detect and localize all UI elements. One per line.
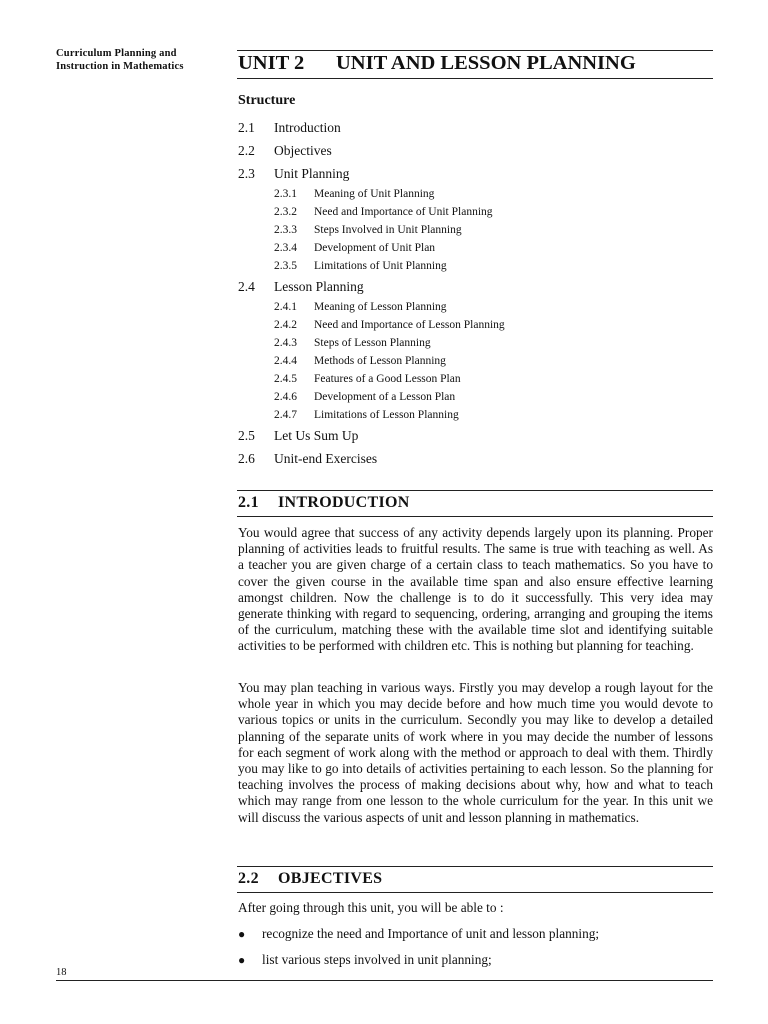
title-top-rule xyxy=(237,50,713,51)
toc-subitem-title: Development of a Lesson Plan xyxy=(314,391,456,403)
toc-subitem-title: Limitations of Lesson Planning xyxy=(314,409,459,421)
table-of-contents xyxy=(238,117,714,471)
objective-item xyxy=(238,952,713,968)
objective-item xyxy=(238,926,713,942)
toc-item-number: 2.5 xyxy=(238,428,255,443)
toc-subitem xyxy=(238,371,714,389)
toc-subitem-title: Meaning of Unit Planning xyxy=(314,188,435,200)
toc-item-title: Let Us Sum Up xyxy=(274,428,359,443)
toc-item-number: 2.4 xyxy=(238,279,255,294)
unit-number: UNIT 2 xyxy=(238,52,305,74)
toc-item-number: 2.1 xyxy=(238,120,255,135)
toc-item xyxy=(238,117,714,140)
page-number: 18 xyxy=(56,967,67,978)
toc-subitem xyxy=(238,353,714,371)
toc-subitem-title: Development of Unit Plan xyxy=(314,242,436,254)
toc-subitem-number: 2.3.1 xyxy=(274,188,297,200)
toc-item xyxy=(238,448,714,471)
objective-text: list various steps involved in unit planning; xyxy=(262,952,492,967)
unit-title xyxy=(238,52,636,75)
toc-item-title: Unit-end Exercises xyxy=(274,451,378,466)
toc-item-number: 2.6 xyxy=(238,451,255,466)
toc-subitem-number: 2.3.3 xyxy=(274,224,297,236)
toc-subitem xyxy=(238,317,714,335)
section-number: 2.1 xyxy=(238,494,259,511)
toc-subitem xyxy=(238,407,714,425)
toc-item xyxy=(238,140,714,163)
bullet-icon: ● xyxy=(238,953,246,967)
intro-paragraph-1: You would agree that success of any activity depends largely upon its planning. Proper planning of activities leads to fruitful results. The same is true with teaching as well. As a teacher you are given charge of a certain class to teach mathematics. So you have to cover the given course in the available time span and also ensure effective learning amongst children. Now the challenge is to do it successfully. This very idea may generate thinking with regard to sequencing, ordering, arranging and grouping the items of the curriculum, matching these with the available time slot and identifying suitable activities to be performed with children etc. This is nothing but planning for teaching. xyxy=(238,525,713,654)
toc-subitem xyxy=(238,258,714,276)
toc-subitem xyxy=(238,299,714,317)
toc-subitem-title: Need and Importance of Unit Planning xyxy=(314,206,493,218)
toc-subitem-number: 2.4.6 xyxy=(274,391,297,403)
book-title-line2: Instruction in Mathematics xyxy=(56,61,184,72)
running-header xyxy=(56,47,184,73)
toc-subitem-title: Need and Importance of Lesson Planning xyxy=(314,319,505,331)
toc-subitem xyxy=(238,240,714,258)
toc-subitem xyxy=(238,186,714,204)
toc-subitem-number: 2.4.2 xyxy=(274,319,297,331)
toc-subitem xyxy=(238,222,714,240)
bullet-icon: ● xyxy=(238,927,246,941)
toc-item xyxy=(238,163,714,186)
structure-heading: Structure xyxy=(238,93,296,108)
toc-subitem-number: 2.3.2 xyxy=(274,206,297,218)
toc-subitem xyxy=(238,389,714,407)
toc-subitem xyxy=(238,204,714,222)
toc-item-title: Lesson Planning xyxy=(274,279,364,294)
toc-item-title: Introduction xyxy=(274,120,341,135)
toc-subitem xyxy=(238,335,714,353)
intro-top-rule xyxy=(237,490,713,491)
toc-subitem-title: Methods of Lesson Planning xyxy=(314,355,446,367)
objectives-heading xyxy=(238,870,382,888)
title-bottom-rule xyxy=(237,78,713,79)
section-title: OBJECTIVES xyxy=(278,870,383,887)
toc-item-title: Unit Planning xyxy=(274,166,350,181)
toc-subitem-title: Limitations of Unit Planning xyxy=(314,260,447,272)
section-number: 2.2 xyxy=(238,870,259,887)
toc-item-title: Objectives xyxy=(274,143,332,158)
intro-paragraph-2: You may plan teaching in various ways. Firstly you may develop a rough layout for the whole year in which you may decide before and how much time you would devote to various topics or units in the curriculum. Secondly you may like to develop a detailed planning of the separate units of work where in you may decide the number of lessons for each segment of work along with the method or approach to deal with them. Thirdly you may like to go into details of activities pertaining to each lesson. So the planning for teaching involves the process of making decisions about why, how and what to teach which may range from one lesson to the whole curriculum for the year. In this unit we will discuss the various aspects of unit and lesson planning in mathematics. xyxy=(238,680,713,825)
toc-subitem-number: 2.4.5 xyxy=(274,373,297,385)
intro-bottom-rule xyxy=(237,516,713,517)
toc-subitem-number: 2.4.4 xyxy=(274,355,297,367)
toc-item-number: 2.2 xyxy=(238,143,255,158)
toc-subitem-number: 2.3.4 xyxy=(274,242,297,254)
toc-subitem-number: 2.4.3 xyxy=(274,337,297,349)
toc-subitem-title: Steps of Lesson Planning xyxy=(314,337,431,349)
introduction-heading xyxy=(238,494,410,512)
toc-subitem-number: 2.3.5 xyxy=(274,260,297,272)
toc-item xyxy=(238,276,714,299)
book-title-line1: Curriculum Planning and xyxy=(56,48,177,59)
objective-text: recognize the need and Importance of unit and lesson planning; xyxy=(262,926,600,941)
footer-rule xyxy=(56,980,713,981)
objectives-top-rule xyxy=(237,866,713,867)
section-title: INTRODUCTION xyxy=(278,494,410,511)
unit-title-text: UNIT AND LESSON PLANNING xyxy=(336,52,636,74)
toc-subitem-title: Meaning of Lesson Planning xyxy=(314,301,447,313)
toc-subitem-title: Steps Involved in Unit Planning xyxy=(314,224,462,236)
toc-subitem-number: 2.4.1 xyxy=(274,301,297,313)
toc-subitem-title: Features of a Good Lesson Plan xyxy=(314,373,461,385)
objectives-intro: After going through this unit, you will be able to : xyxy=(238,900,504,915)
toc-item-number: 2.3 xyxy=(238,166,255,181)
toc-item xyxy=(238,425,714,448)
objectives-bottom-rule xyxy=(237,892,713,893)
toc-subitem-number: 2.4.7 xyxy=(274,409,297,421)
